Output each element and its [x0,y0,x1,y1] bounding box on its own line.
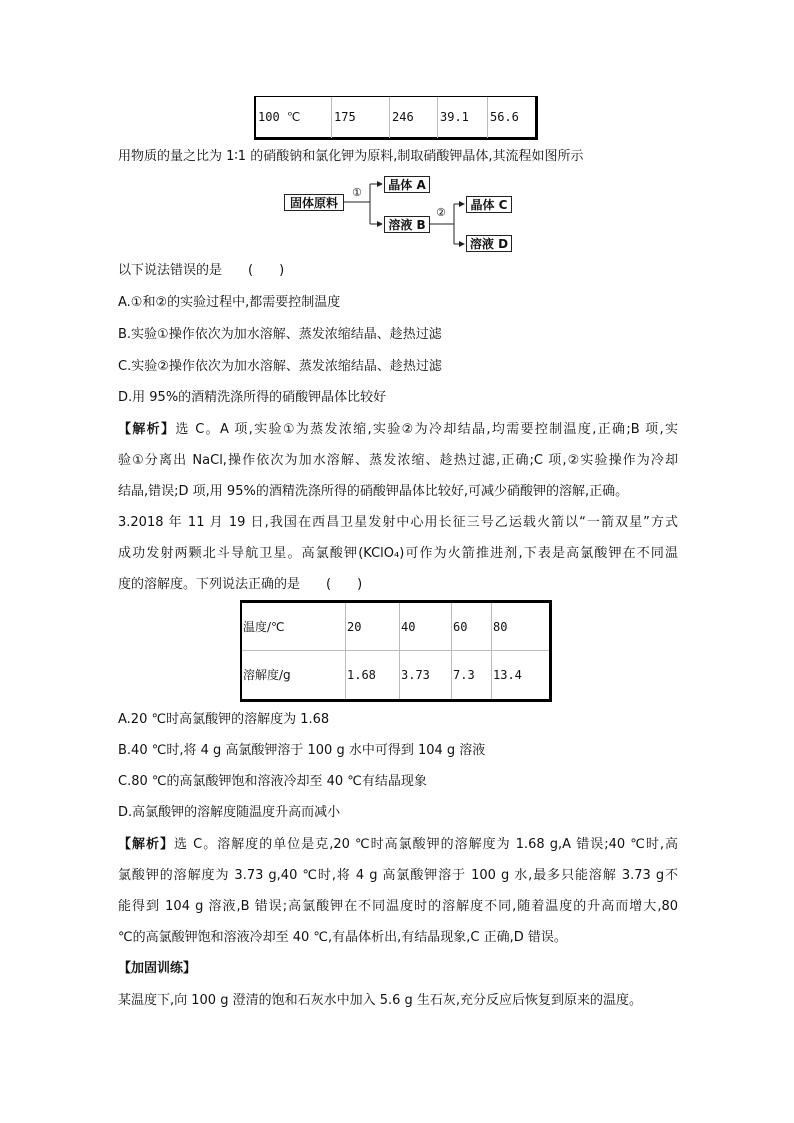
question-stem: 以下说法错误的是 ( ) [118,263,285,278]
analysis-text: 选 C。溶解度的单位是克,20 ℃时高氯酸钾的溶解度为 1.68 g,A 错误;40 ℃时,高 [174,837,678,852]
question-stem: 成功发射两颗北斗导航卫星。高氯酸钾(KClO₄)可作为火箭推进剂,下表是高氯酸钾在不同温 [118,546,678,561]
option-c: C.80 ℃的高氯酸钾饱和溶液冷却至 40 ℃有结晶现象 [118,774,427,789]
solubility-table-fragment [254,96,538,140]
solution-d-box: 溶液 D [466,235,512,252]
option-c: C.实验②操作依次为加水溶解、蒸发浓缩结晶、趁热过滤 [118,359,442,374]
question-stem: 度的溶解度。下列说法正确的是 ( ) [118,577,363,592]
table-header-cell: 40 [400,603,452,651]
analysis-line: 验①分离出 NaCl,操作依次为加水溶解、蒸发浓缩、趁热过滤,正确;C 项,②实验操作为冷却 [118,453,678,468]
analysis-line: 能得到 104 g 溶液,B 错误;高氯酸钾在不同温度时的溶解度不同,随着温度的升高而增大,80 [118,899,678,914]
option-d: D.用 95%的酒精洗涤所得的硝酸钾晶体比较好 [118,390,387,405]
table-header-cell: 温度/℃ [242,603,346,651]
step-2-label: ② [436,206,446,219]
option-b: B.实验①操作依次为加水溶解、蒸发浓缩结晶、趁热过滤 [118,327,442,342]
table-header-cell: 60 [452,603,492,651]
table-cell: 溶解度/g [242,651,346,699]
option-d: D.高氯酸钾的溶解度随温度升高而减小 [118,805,341,820]
step-1-label: ① [352,186,362,199]
analysis-line [118,836,678,854]
table-header-cell: 80 [492,603,549,651]
analysis-line: ℃的高氯酸钾饱和溶液冷却至 40 ℃,有晶体析出,有结晶现象,C 正确,D 错误。 [118,930,567,945]
solution-b-box: 溶液 B [384,216,430,233]
table-header-cell: 20 [346,603,400,651]
table-cell: 100 ℃ [256,97,332,138]
option-a: A.20 ℃时高氯酸钾的溶解度为 1.68 [118,712,330,727]
question-stem: 3.2018 年 11 月 19 日,我国在西昌卫星发射中心用长征三号乙运载火箭以“一箭双星”方式 [118,515,678,530]
analysis-line: 氯酸钾的溶解度为 3.73 g,40 ℃时,将 4 g 高氯酸钾溶于 100 g 水,最多只能溶解 3.73 g不 [118,868,678,883]
table-cell: 3.73 [400,651,452,699]
analysis-text: 选 C。A 项,实验①为蒸发浓缩,实验②为冷却结晶,均需要控制温度,正确;B 项,实 [175,422,678,437]
analysis-tag: 【解析】 [118,422,176,437]
option-a: A.①和②的实验过程中,都需要控制温度 [118,295,341,310]
table-cell: 175 [332,97,390,138]
crystal-a-box: 晶体 A [384,176,430,193]
table-cell: 1.68 [346,651,400,699]
process-flowchart [282,172,522,256]
solubility-table [240,600,552,702]
analysis-tag: 【解析】 [118,837,174,852]
consolidate-tag: 【加固训练】 [118,961,197,976]
table-cell: 39.1 [438,97,488,138]
table-cell: 13.4 [493,668,522,682]
question-intro: 用物质的量之比为 1∶1 的硝酸钠和氯化钾为原料,制取硝酸钾晶体,其流程如图所示 [118,149,584,164]
table-cell: 56.6 [490,110,519,124]
consolidate-text: 某温度下,向 100 g 澄清的饱和石灰水中加入 5.6 g 生石灰,充分反应后恢复到原来的温度。 [118,993,643,1008]
analysis-line [118,421,678,439]
raw-material-box: 固体原料 [284,194,344,211]
table-cell: 246 [390,97,438,138]
option-b: B.40 ℃时,将 4 g 高氯酸钾溶于 100 g 水中可得到 104 g 溶液 [118,743,486,758]
analysis-line: 结晶,错误;D 项,用 95%的酒精洗涤所得的硝酸钾晶体比较好,可减少硝酸钾的溶解,正确。 [118,484,629,499]
crystal-c-box: 晶体 C [466,196,512,213]
table-cell: 7.3 [452,651,492,699]
